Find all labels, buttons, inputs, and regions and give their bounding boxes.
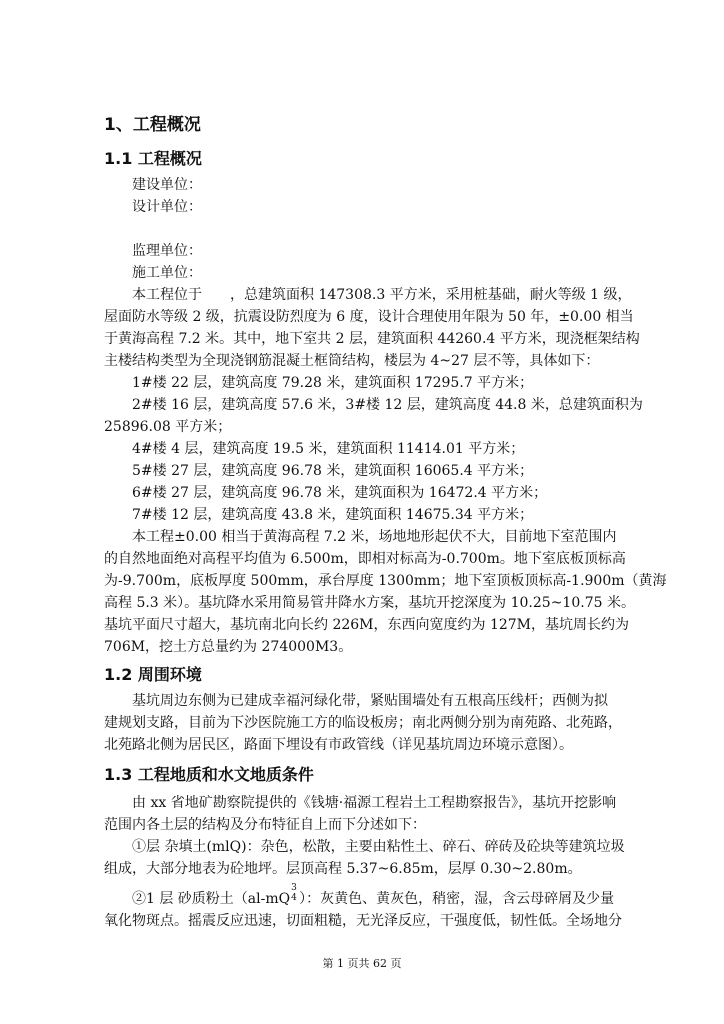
building-line: 25896.08 平方米；	[104, 419, 232, 435]
building-line: 1#楼 22 层，建筑高度 79.28 米，建筑面积 17295.7 平方米；	[132, 375, 534, 391]
geology-intro-line: 由 xx 省地矿勘察院提供的《钱塘·福源工程岩土工程勘察报告》，基坑开挖影响	[132, 795, 617, 811]
layer2-line	[132, 883, 615, 910]
building-line: 7#楼 12 层，建筑高度 43.8 米，建筑面积 14675.34 平方米；	[132, 507, 534, 523]
heading-1: 1、工程概况	[104, 115, 201, 135]
intro-line: 于黄海高程 7.2 米。其中，地下室共 2 层，建筑面积 44260.4 平方米，现浇框架结构	[104, 331, 640, 347]
page-footer: 第 1 页共 62 页	[322, 957, 402, 970]
geology-intro-line: 范围内各土层的结构及分布特征自上而下分述如下：	[104, 817, 426, 833]
site-line: 基坑平面尺寸超大，基坑南北向长约 226M，东西向宽度约为 127M，基坑周长约为	[104, 617, 630, 633]
layer1-line: 组成，大部分地表为砼地坪。层顶高程 5.37~6.85m，层厚 0.30~2.80m。	[104, 861, 582, 877]
building-line: 2#楼 16 层，建筑高度 57.6 米，3#楼 12 层，建筑高度 44.8 米，总建筑面积为	[132, 397, 643, 413]
environment-line: 北苑路北侧为居民区，路面下埋设有市政管线（详见基坑周边环境示意图）。	[104, 737, 573, 753]
site-line: 本工程±0.00 相当于黄海高程 7.2 米，场地地形起伏不大，目前地下室范围内	[132, 529, 617, 545]
layer2-superscript: 3	[291, 883, 297, 893]
heading-1-3: 1.3 工程地质和水文地质条件	[104, 765, 314, 784]
intro-line: 主楼结构类型为全现浇钢筋混凝土框筒结构，楼层为 4~27 层不等，具体如下：	[104, 353, 600, 369]
layer2-subscript: 4	[291, 893, 297, 903]
site-line: 高程 5.3 米）。基坑降水采用简易管井降水方案，基坑开挖深度为 10.25~10.75 米。	[104, 595, 635, 611]
designer-label: 设计单位：	[132, 199, 202, 215]
layer1-line: ①层 杂填土(mlQ)：杂色，松散，主要由粘性土、碎石、碎砖及砼块等建筑垃圾	[132, 839, 625, 855]
site-line: 706M，挖土方总量约为 274000M3。	[104, 639, 353, 655]
layer2-line: 氧化物斑点。摇震反应迅速，切面粗糙，无光泽反应，干强度低，韧性低。全场地分	[104, 913, 622, 929]
site-line: 的自然地面绝对高程平均值为 6.500m，即相对标高为-0.700m。地下室底板顶标高	[104, 551, 626, 567]
heading-1-2: 1.2 周围环境	[104, 665, 202, 684]
building-line: 6#楼 27 层，建筑高度 96.78 米，建筑面积为 16472.4 平方米；	[132, 485, 548, 501]
contractor-label: 施工单位：	[132, 265, 202, 281]
layer2-suffix: ）：灰黄色、黄灰色，稍密，湿，含云母碎屑及少量	[299, 891, 615, 907]
owner-label: 建设单位：	[132, 177, 202, 193]
supervisor-label: 监理单位：	[132, 243, 202, 259]
building-line: 4#楼 4 层，建筑高度 19.5 米，建筑面积 11414.01 平方米；	[132, 441, 525, 457]
environment-line: 基坑周边东侧为已建成幸福河绿化带，紧贴围墙处有五根高压线杆；西侧为拟	[132, 693, 608, 709]
site-line: 为-9.700m，底板厚度 500mm，承台厚度 1300mm；地下室顶板顶标高-1.900m（黄海	[104, 573, 667, 589]
intro-line: 本工程位于 ，总建筑面积 147308.3 平方米，采用桩基础，耐火等级 1 级，	[132, 287, 632, 303]
environment-line: 建规划支路，目前为下沙医院施工方的临设板房；南北两侧分别为南苑路、北苑路，	[104, 715, 622, 731]
building-line: 5#楼 27 层，建筑高度 96.78 米，建筑面积 16065.4 平方米；	[132, 463, 534, 479]
heading-1-1: 1.1 工程概况	[104, 149, 202, 168]
intro-line: 屋面防水等级 2 级，抗震设防烈度为 6 度，设计合理使用年限为 50 年，±0.00 相当	[104, 309, 634, 325]
layer2-script	[290, 883, 299, 903]
layer2-prefix: ②1 层 砂质粉土（al-mQ	[132, 891, 291, 907]
